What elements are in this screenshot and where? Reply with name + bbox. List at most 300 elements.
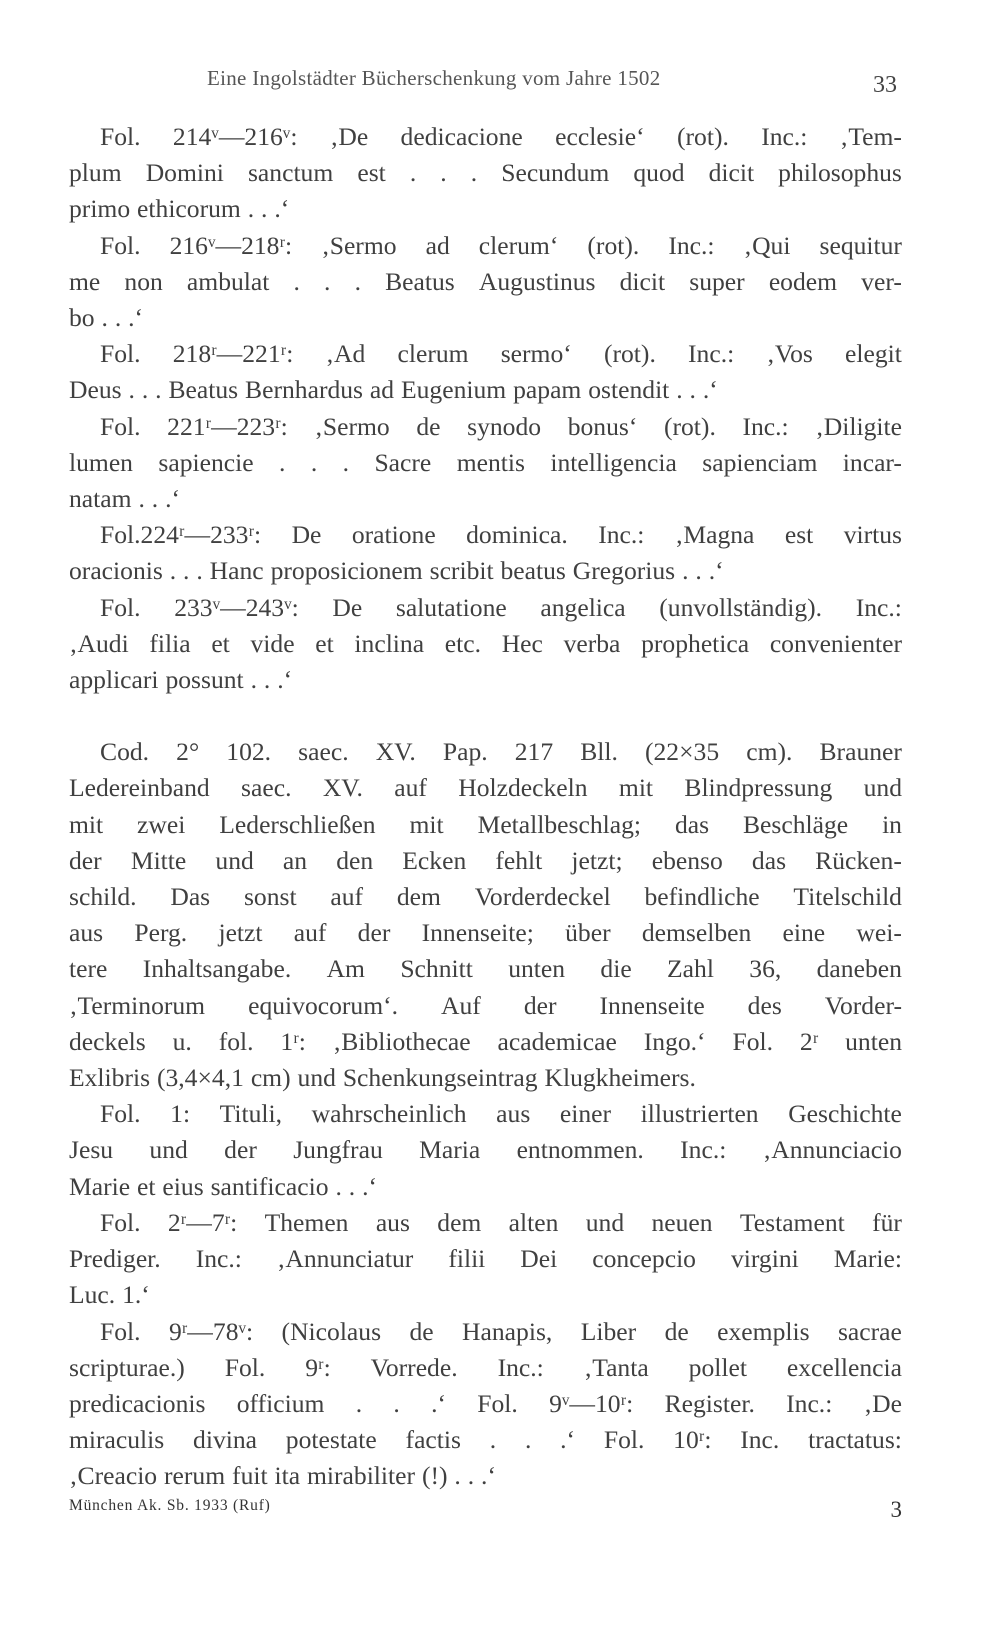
word: filia (149, 628, 191, 658)
word: in (882, 809, 902, 839)
word: ad (425, 230, 450, 260)
word: dem (437, 1207, 482, 1237)
word: natam (69, 484, 132, 514)
word: 9ʳ—78ᵛ: (168, 1316, 254, 1346)
word: Beatus (385, 266, 455, 296)
paragraph (69, 1205, 902, 1314)
word: verba (563, 628, 621, 658)
word: . (141, 375, 149, 405)
word: . (524, 1425, 532, 1455)
word: ‚Sermo (314, 411, 390, 441)
word: et (315, 628, 334, 658)
text-line (69, 264, 902, 300)
word: . (689, 375, 696, 405)
text-line (69, 1422, 902, 1458)
word: exemplis (717, 1316, 810, 1346)
word: demselben (641, 918, 752, 948)
word: mit (409, 809, 444, 839)
word: ‚Audi (69, 628, 129, 658)
text-line (69, 191, 902, 227)
paragraph (69, 336, 902, 408)
word: .‘ (431, 1388, 446, 1418)
word: 1: (170, 1099, 191, 1129)
word: et (211, 628, 230, 658)
word: aus (375, 1207, 410, 1237)
word: cm). (746, 737, 793, 767)
word: unten (845, 1026, 902, 1056)
word: . (470, 158, 478, 188)
word: Fol. (603, 1425, 645, 1455)
word: de (416, 411, 441, 441)
word: Jesu (69, 1135, 114, 1165)
word: intelligencia (550, 447, 677, 477)
word: Fol.224ʳ—233ʳ: (100, 520, 262, 550)
word: ad (369, 375, 395, 405)
word: convenienter (769, 628, 902, 658)
word: . (489, 1425, 497, 1455)
text-line (69, 988, 902, 1024)
text-line (69, 372, 902, 408)
word: Hanc (209, 556, 264, 586)
word: Schenkungseintrag (342, 1063, 538, 1093)
word: concepcio (592, 1244, 696, 1274)
word: Deus (69, 375, 122, 405)
word: . (155, 375, 162, 405)
text-line (69, 1458, 902, 1494)
word: lumen (69, 447, 133, 477)
word: ita (274, 1461, 301, 1491)
word: mit (69, 809, 104, 839)
word: Maria (419, 1135, 481, 1165)
word: ‚Annunciacio (762, 1135, 902, 1165)
word: scribit (429, 556, 494, 586)
word: .‘ (481, 1461, 496, 1491)
word: .‘ (165, 484, 180, 514)
word: 1ʳ: (280, 1026, 306, 1056)
word: Luc. (69, 1280, 116, 1310)
text-line (69, 1241, 902, 1277)
text-line (69, 409, 902, 445)
word: die (600, 954, 632, 984)
paragraph (69, 119, 902, 228)
word: Inc.: (598, 520, 645, 550)
word: . (138, 484, 145, 514)
word: Vorderdeckel (474, 882, 611, 912)
word: des (747, 990, 782, 1020)
word: sapiencie (158, 447, 254, 477)
word: Fol. (100, 1099, 141, 1129)
word: .‘ (362, 1171, 377, 1201)
word: elegit (845, 339, 902, 369)
block-separator (69, 698, 902, 734)
word: Perg. (134, 918, 188, 948)
word: Marie (69, 1171, 131, 1201)
word: Fol. (100, 122, 141, 151)
paragraph (69, 590, 902, 699)
word: Holzdeckeln (458, 773, 588, 803)
word: der (69, 845, 102, 875)
word: proposicionem (270, 556, 423, 586)
word: . (151, 484, 159, 514)
word: predicacionis (69, 1388, 206, 1418)
word: XV. (375, 737, 416, 767)
word: Inc.: (668, 230, 715, 260)
word: Lederschließen (219, 809, 376, 839)
word: tractatus: (808, 1425, 902, 1455)
word: Hec (501, 628, 543, 658)
word: Inc. (740, 1425, 780, 1455)
word: Fol. (100, 1207, 141, 1237)
word: . (355, 1388, 363, 1418)
text-line (69, 517, 902, 553)
word: Innenseite (599, 990, 705, 1020)
text-line (69, 1350, 902, 1386)
word: fol. (218, 1026, 254, 1056)
text-line (69, 481, 902, 517)
word: santificacio (210, 1171, 329, 1201)
word: (22×35 (644, 737, 720, 767)
word: 214ᵛ—216ᵛ: (172, 122, 298, 151)
word: primo (69, 194, 131, 224)
word: das (751, 845, 787, 875)
word: Auf (441, 990, 481, 1020)
word: (rot). (677, 122, 729, 151)
word: . (101, 303, 108, 333)
word: prophetica (641, 628, 750, 658)
word: Fol. (477, 1388, 518, 1418)
word: 9ʳ: (305, 1352, 331, 1382)
word: .‘ (560, 1425, 576, 1455)
word: Titelschild (793, 882, 902, 912)
word: (rot). (587, 230, 640, 260)
word: academicae (497, 1026, 617, 1056)
word: 233ᵛ—243ᵛ: (174, 592, 299, 622)
word: fehlt (495, 845, 543, 875)
word: . (128, 375, 135, 405)
word: non (124, 266, 163, 296)
word: ‚De (329, 122, 369, 151)
word: 2ʳ (799, 1026, 819, 1056)
word: ‚Tanta (583, 1352, 649, 1382)
word: . (682, 556, 689, 586)
word: und (215, 845, 254, 875)
word: virgini (730, 1244, 799, 1274)
word: super (689, 266, 745, 296)
word: Register. (664, 1388, 755, 1418)
word: 217 (514, 737, 554, 767)
word: dedicacione (400, 122, 523, 151)
word: sonst (243, 882, 297, 912)
word: .‘ (702, 375, 718, 405)
running-head (0, 66, 1000, 96)
word: . (409, 158, 417, 188)
word: ‚Tem- (839, 122, 902, 151)
word: plum (69, 158, 122, 188)
word: dicit (619, 266, 666, 296)
word: est (357, 158, 386, 188)
word: das (674, 809, 710, 839)
word: De (332, 592, 363, 622)
word: Testament (739, 1207, 845, 1237)
text-line (69, 1132, 902, 1168)
word: filii (448, 1244, 486, 1274)
word: . (169, 556, 177, 586)
text-line (69, 336, 902, 372)
word: wei- (856, 918, 902, 948)
word: aus (496, 1099, 531, 1129)
word: possunt (165, 665, 244, 695)
word: . (324, 266, 331, 296)
word: ‚Terminorum (69, 990, 206, 1020)
word: und (863, 773, 902, 803)
word: Fol. (100, 339, 141, 369)
word: 9ᵛ—10ʳ: (549, 1388, 634, 1418)
word: Klugkheimers. (544, 1063, 696, 1093)
word: .‘ (274, 194, 290, 224)
word: für (872, 1207, 902, 1237)
word: pollet (688, 1352, 747, 1382)
text-line (69, 951, 902, 987)
word: . (348, 1171, 356, 1201)
text-line (69, 843, 902, 879)
word: den (336, 845, 374, 875)
word: philosophus (778, 158, 902, 188)
word: angelica (540, 592, 626, 622)
text-line (69, 807, 902, 843)
word: schild. (69, 882, 137, 912)
word: (!) (421, 1461, 448, 1491)
text-line (69, 300, 902, 336)
word: Inc.: (680, 1135, 727, 1165)
word: .‘ (708, 556, 724, 586)
word: auf (394, 773, 427, 803)
word: aus (69, 918, 104, 948)
word: factis (405, 1425, 461, 1455)
word: et (137, 1171, 156, 1201)
word: virtus (843, 520, 902, 550)
word: 1.‘ (122, 1280, 150, 1310)
paragraph (69, 409, 902, 518)
text-line (69, 662, 902, 698)
word: der (523, 990, 557, 1020)
word: mit (618, 773, 654, 803)
word: bonus‘ (567, 411, 638, 441)
word: excellencia (786, 1352, 902, 1382)
word: der (224, 1135, 257, 1165)
word: Blindpressung (684, 773, 833, 803)
word: auf (330, 882, 364, 912)
word: Beatus (168, 375, 239, 405)
text-line (69, 734, 902, 770)
word: ‚Sermo (321, 230, 397, 260)
word: ecclesie‘ (555, 122, 645, 151)
word: quod (633, 158, 685, 188)
word: Pap. (442, 737, 488, 767)
word: sequitur (819, 230, 902, 260)
word: Fol. (732, 1026, 774, 1056)
word: daneben (816, 954, 902, 984)
word: Inc.: (497, 1352, 544, 1382)
text-line (69, 228, 902, 264)
word: Eugenium (401, 375, 507, 405)
word: 102. (226, 737, 272, 767)
text-line (69, 1024, 902, 1060)
word: Zahl (667, 954, 714, 984)
word: . (114, 303, 122, 333)
text-line (69, 1169, 902, 1205)
word: Ledereinband (69, 773, 210, 803)
word: De (291, 520, 322, 550)
word: deckels (69, 1026, 146, 1056)
word: . (293, 266, 300, 296)
word: Inc.: (688, 339, 735, 369)
word: Inc.: (855, 592, 902, 622)
word: vide (250, 628, 295, 658)
word: an (282, 845, 308, 875)
word: inclina (354, 628, 425, 658)
word: ‚De (863, 1388, 902, 1418)
word: potestate (285, 1425, 377, 1455)
word: 216ᵛ—218ʳ: (169, 230, 293, 260)
word: Prediger. (69, 1244, 161, 1274)
word: Gregorius (572, 556, 676, 586)
text-line (69, 770, 902, 806)
word: salutatione (395, 592, 507, 622)
word: und (149, 1135, 188, 1165)
word: Brauner (819, 737, 902, 767)
word: . (342, 447, 350, 477)
word: Vorrede. (370, 1352, 458, 1382)
text-line (69, 590, 902, 626)
word: dicit (708, 158, 755, 188)
word: fuit (232, 1461, 268, 1491)
word: jetzt (218, 918, 263, 948)
word: . (695, 556, 702, 586)
word: scripturae.) (69, 1352, 185, 1382)
word: dem (396, 882, 441, 912)
word: oracionis (69, 556, 163, 586)
word: de (409, 1316, 434, 1346)
word: Inc.: (195, 1244, 242, 1274)
word: XV. (322, 773, 363, 803)
word: Geschichte (788, 1099, 902, 1129)
word: alten (508, 1207, 559, 1237)
word: . (393, 1388, 400, 1418)
word: Vorder- (824, 990, 902, 1020)
body-text (69, 119, 902, 1495)
text-line (69, 553, 902, 589)
word: Inc.: (761, 122, 808, 151)
word: rerum (164, 1461, 226, 1491)
word: (rot). (663, 411, 716, 441)
text-line (69, 1277, 902, 1313)
paragraph (69, 517, 902, 589)
word: und (297, 1063, 336, 1093)
word: ‚Magna (674, 520, 755, 550)
word: befindliche (644, 882, 760, 912)
word: Domini (145, 158, 224, 188)
word: divina (193, 1425, 258, 1455)
word: illustrierten (640, 1099, 759, 1129)
word: Hanapis, (462, 1316, 553, 1346)
word: papam (513, 375, 582, 405)
text-line (69, 1096, 902, 1132)
word: Tituli, (219, 1099, 283, 1129)
word: Bernhardus (245, 375, 364, 405)
paragraph (69, 1314, 902, 1495)
word: ostendit (588, 375, 670, 405)
word: applicari (69, 665, 159, 695)
word: incar- (842, 447, 902, 477)
word: Inc.: (786, 1388, 833, 1418)
word: Inhaltsangabe. (142, 954, 292, 984)
word: sapienciam (702, 447, 818, 477)
word: synodo (467, 411, 542, 441)
word: sanctum (247, 158, 334, 188)
word: eodem (768, 266, 838, 296)
word: (unvollständig). (659, 592, 823, 622)
word: u. (172, 1026, 192, 1056)
word: . (247, 194, 255, 224)
word: Innenseite; (421, 918, 534, 948)
word: .‘ (277, 665, 293, 695)
word: Augustinus (478, 266, 596, 296)
word: beatus (500, 556, 566, 586)
word: . (263, 665, 271, 695)
word: ‚Creacio (69, 1461, 158, 1491)
word: . (454, 1461, 461, 1491)
footer-signature: München Ak. Sb. 1933 (Ruf) (69, 1497, 271, 1514)
word: Am (326, 954, 365, 984)
word: Marie: (833, 1244, 902, 1274)
word: oratione (351, 520, 436, 550)
word: officium (236, 1388, 325, 1418)
word: ambulat (186, 266, 270, 296)
word: saec. (298, 737, 349, 767)
word: 221ʳ—223ʳ: (167, 411, 288, 441)
word: Secundum (501, 158, 610, 188)
word: 10ʳ: (673, 1425, 712, 1455)
word: . (183, 556, 190, 586)
word: (3,4×4,1 (156, 1063, 244, 1093)
page-number: 33 (873, 72, 897, 98)
word: equivocorum‘. (248, 990, 399, 1020)
word: Beschläge (742, 809, 849, 839)
word: . (335, 1171, 342, 1201)
word: Metallbeschlag; (477, 809, 642, 839)
word: .‘ (128, 303, 144, 333)
word: . (440, 158, 447, 188)
word: 2° (176, 737, 200, 767)
text-line (69, 879, 902, 915)
word: jetzt; (571, 845, 623, 875)
word: auf (293, 918, 327, 948)
text-line (69, 155, 902, 191)
text-line (69, 1314, 902, 1350)
word: de (664, 1316, 689, 1346)
word: Bll. (580, 737, 618, 767)
word: ethicorum (137, 194, 241, 224)
word: Fol. (100, 1316, 141, 1346)
word: . (310, 447, 318, 477)
word: ‚Vos (766, 339, 813, 369)
word: und (585, 1207, 625, 1237)
word: . (676, 375, 683, 405)
paragraph (69, 1096, 902, 1205)
word: Rücken- (815, 845, 902, 875)
word: dominica. (466, 520, 568, 550)
running-title: Eine Ingolstädter Bücherschenkung vom Jahre 1502 (207, 66, 661, 90)
